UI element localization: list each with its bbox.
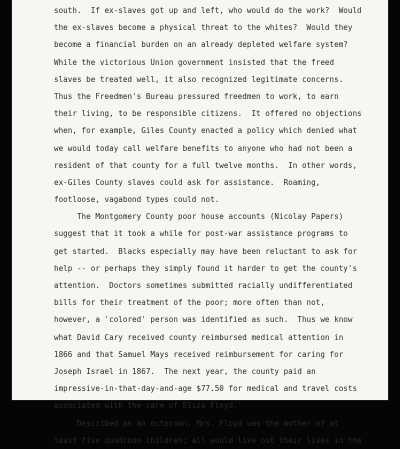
text-line: suggest that it took a while for post-war assistance programs to xyxy=(54,229,348,239)
text-line: ex-Giles County slaves could ask for assistance. Roaming, xyxy=(54,177,321,187)
text-line: help -- or perhaps they simply found it harder to get the county's xyxy=(54,263,358,273)
text-line: least five quadroon children; all would live out their lives in the xyxy=(54,435,362,445)
text-line: what David Cary received county reimbursed medical attention in xyxy=(54,332,344,342)
text-line: south. If ex-slaves got up and left, who would do the work? Would xyxy=(54,6,362,15)
text-line: resident of that county for a full twelve months. In other words, xyxy=(54,160,358,170)
text-line: impressive-in-that-day-and-age $77.50 for medical and travel costs xyxy=(54,384,358,394)
text-line: we would today call welfare benefits to anyone who had not been a xyxy=(54,143,353,153)
document-page xyxy=(12,0,388,445)
text-line: bills for their treatment of the poor; more often than not, xyxy=(54,298,325,308)
body-text xyxy=(54,2,368,449)
text-line: footloose, vagabond types could not. xyxy=(54,195,220,205)
text-line: when, for example, Giles County enacted a policy which denied what xyxy=(54,126,358,136)
text-line: 1866 and that Samuel Mays received reimbursement for caring for xyxy=(54,349,344,359)
text-line: The Montgomery County poor house accounts (Nicolay Papers) xyxy=(54,212,344,222)
text-line: the ex-slaves become a physical threat to the whites? Would they xyxy=(54,23,353,33)
text-line: Thus the Freedmen's Bureau pressured freedmen to work, to earn xyxy=(54,91,339,101)
text-line: attention. Doctors sometimes submitted racially undifferentiated xyxy=(54,281,353,290)
text-line: While the victorious Union government insisted that the freed xyxy=(54,57,335,67)
text-line: Joseph Israel in 1867. The next year, the county paid an xyxy=(54,366,316,376)
text-line: get started. Blacks especially may have been reluctant to ask for xyxy=(54,246,358,256)
text-line: however, a 'colored' person was identified as such. Thus we know xyxy=(54,315,353,325)
text-line: associated with the care of Eliza Floyd. xyxy=(54,401,238,411)
text-line: become a financial burden on an already depleted welfare system? xyxy=(54,40,348,50)
text-line: their living, to be responsible citizens. It offered no objections xyxy=(54,109,362,119)
text-line: Described as an octoroon, Mrs. Floyd was the mother of at xyxy=(54,418,339,428)
text-line: slaves be treated well, it also recognized legitimate concerns. xyxy=(54,74,344,84)
